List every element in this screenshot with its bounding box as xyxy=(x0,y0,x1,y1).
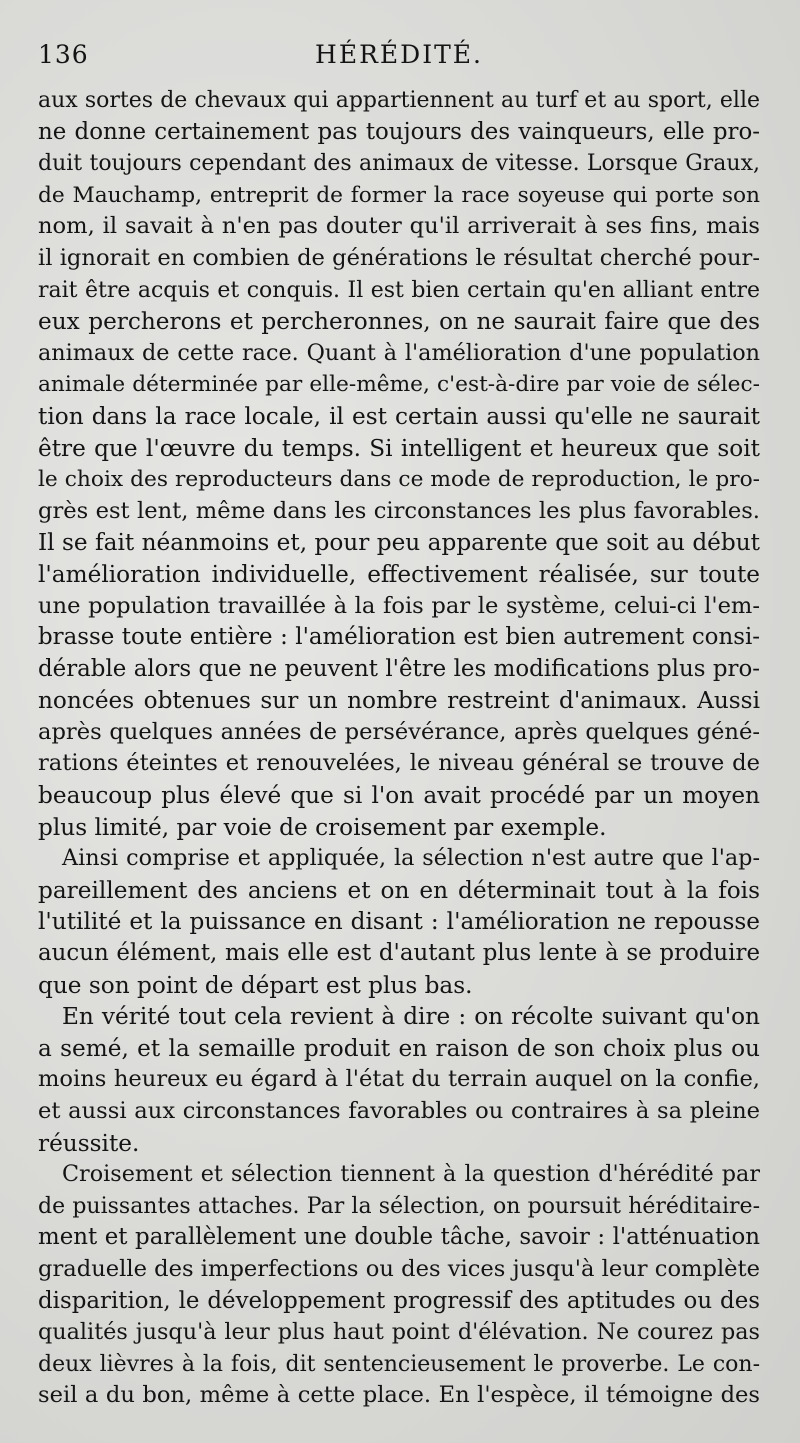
text-line: Il se fait néanmoins et, pour peu apparente que soit au début xyxy=(38,529,760,557)
text-line: ment et parallèlement une double tâche, savoir : l'atténuation xyxy=(38,1224,760,1251)
text-line: l'amélioration individuelle, effectivement réalisée, sur toute xyxy=(38,560,760,588)
page-header xyxy=(38,30,760,70)
text-line: et aussi aux circonstances favorables ou contraires à sa pleine xyxy=(38,1098,760,1124)
text-line: duit toujours cependant des animaux de vitesse. Lorsque Graux, xyxy=(38,151,760,177)
text-line: pareillement des anciens et on en déterminait tout à la fois xyxy=(38,876,760,904)
text-line: dérable alors que ne peuvent l'être les modifications plus pro- xyxy=(38,655,760,682)
text-line: disparition, le développement progressif des aptitudes ou des xyxy=(38,1287,760,1314)
text-line: Ainsi comprise et appliquée, la sélection n'est autre que l'ap- xyxy=(62,845,760,872)
text-line: eux percherons et percheronnes, on ne saurait faire que des xyxy=(38,308,760,336)
text-line: aux sortes de chevaux qui appartiennent au turf et au sport, elle xyxy=(38,88,760,113)
text-line: seil a du bon, même à cette place. En l'espèce, il témoigne des xyxy=(38,1382,760,1409)
text-line: En vérité tout cela revient à dire : on récolte suivant qu'on xyxy=(62,1003,760,1031)
text-line: de puissantes attaches. Par la sélection, on poursuit héréditaire- xyxy=(38,1193,760,1219)
text-line: l'utilité et la puissance en disant : l'amélioration ne repousse xyxy=(38,908,760,936)
text-line: graduelle des imperfections ou des vices jusqu'à leur complète xyxy=(38,1255,760,1282)
text-line: une population travaillée à la fois par le système, celui-ci l'em- xyxy=(38,592,760,619)
text-line: il ignorait en combien de générations le résultat cherché pour- xyxy=(38,244,760,271)
text-line: réussite. xyxy=(38,1129,140,1157)
text-line: aucun élément, mais elle est d'autant plus lente à se produire xyxy=(38,940,760,967)
text-line: deux lièvres à la fois, dit sentencieusement le proverbe. Le con- xyxy=(38,1351,760,1377)
text-line: plus limité, par voie de croisement par exemple. xyxy=(38,813,607,841)
body-text xyxy=(38,85,760,1412)
text-line: rait être acquis et conquis. Il est bien certain qu'en alliant entre xyxy=(38,277,760,303)
text-line: animaux de cette race. Quant à l'amélioration d'une population xyxy=(38,339,760,366)
page-number: 136 xyxy=(38,40,89,69)
text-line: qualités jusqu'à leur plus haut point d'élévation. Ne courez pas xyxy=(38,1319,760,1346)
text-line: Croisement et sélection tiennent à la question d'hérédité par xyxy=(62,1161,760,1188)
text-line: ne donne certainement pas toujours des vainqueurs, elle pro- xyxy=(38,118,760,145)
text-line: tion dans la race locale, il est certain aussi qu'elle ne saurait xyxy=(38,402,760,430)
text-line: le choix des reproducteurs dans ce mode de reproduction, le pro- xyxy=(38,467,760,493)
text-line: grès est lent, même dans les circonstances les plus favorables. xyxy=(38,497,760,524)
text-line: être que l'œuvre du temps. Si intelligent et heureux que soit xyxy=(38,434,760,462)
text-line: animale déterminée par elle-même, c'est-à-dire par voie de sélec- xyxy=(38,372,760,398)
text-line: moins heureux eu égard à l'état du terrain auquel on la confie, xyxy=(38,1066,760,1093)
text-line: noncées obtenues sur un nombre restreint d'animaux. Aussi xyxy=(38,687,760,715)
text-line: de Mauchamp, entreprit de former la race soyeuse qui porte son xyxy=(38,182,760,208)
text-line: beaucoup plus élevé que si l'on avait procédé par un moyen xyxy=(38,782,760,810)
text-line: a semé, et la semaille produit en raison de son choix plus ou xyxy=(38,1034,760,1062)
text-line: rations éteintes et renouvelées, le niveau général se trouve de xyxy=(38,750,760,777)
text-line: que son point de départ est plus bas. xyxy=(38,971,473,999)
text-line: nom, il savait à n'en pas douter qu'il arriverait à ses fins, mais xyxy=(38,213,760,240)
running-title: HÉRÉDITÉ. xyxy=(315,40,483,69)
text-line: brasse toute entière : l'amélioration est bien autrement consi- xyxy=(38,624,760,651)
text-line: après quelques années de persévérance, après quelques géné- xyxy=(38,718,760,745)
